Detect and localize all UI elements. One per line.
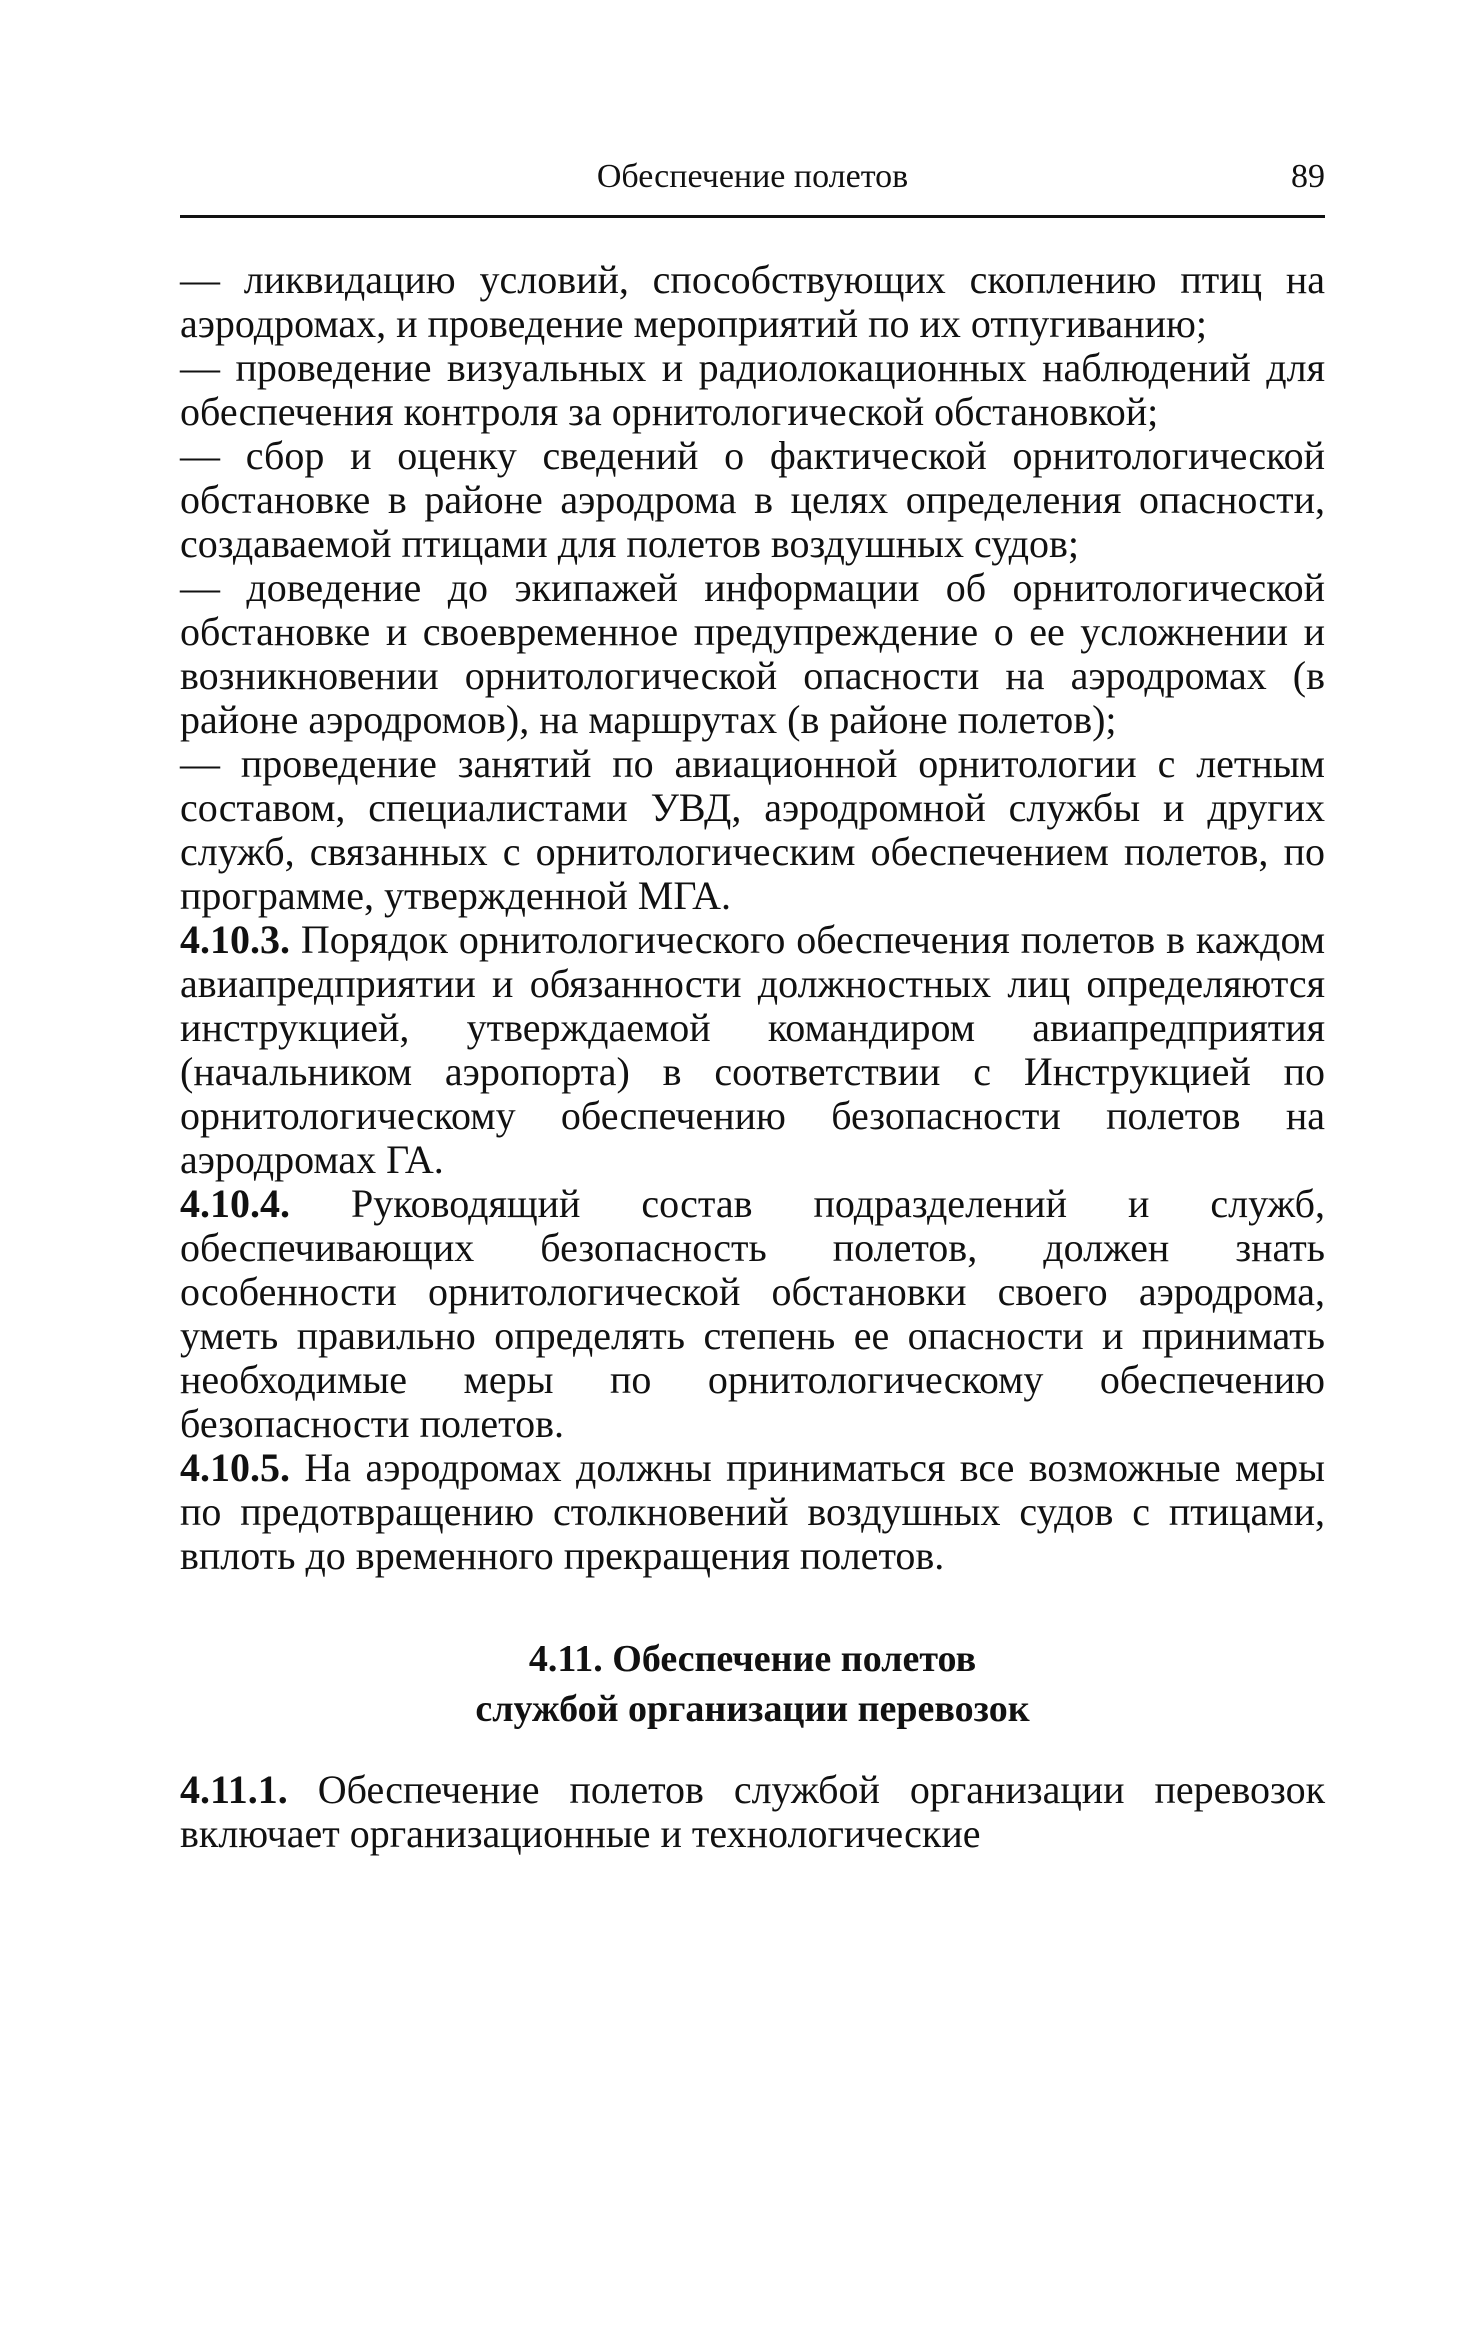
clause-number: 4.11.1. <box>180 1767 288 1812</box>
header-rule <box>180 215 1325 218</box>
bullet-item: — сбор и оценку сведений о фактической орнитологической обстановке в районе аэродрома в целях определения опасности, создаваемой птицами для полетов воздушных судов; <box>180 433 1325 566</box>
running-title: Обеспечение полетов <box>596 158 909 195</box>
section-heading-line: 4.11. Обеспечение полетов <box>528 1638 977 1680</box>
running-header <box>180 150 1325 210</box>
section-heading <box>180 1634 1325 1734</box>
clause-number: 4.10.3. <box>180 917 290 962</box>
clause-number: 4.10.4. <box>180 1181 290 1226</box>
bullet-item: — проведение занятий по авиационной орнитологии с летным составом, специалистами УВД, аэродромной службы и других служб, связанных с орнитологическим обеспечением полетов, по программе, утвержденной МГА. <box>180 741 1325 918</box>
bullet-item: — ликвидацию условий, способствующих скоплению птиц на аэродромах, и проведение мероприятий по их отпугиванию; <box>180 257 1325 346</box>
page-number: 89 <box>1291 158 1325 195</box>
bullet-item: — доведение до экипажей информации об орнитологической обстановке и своевременное предупреждение о ее усложнении и возникновении орнитологической опасности на аэродромах (в районе аэродромов), на маршрутах (в районе полетов); <box>180 565 1325 742</box>
clause-paragraph <box>180 1446 1325 1578</box>
clause-number: 4.10.5. <box>180 1445 290 1490</box>
clause-paragraph <box>180 1182 1325 1446</box>
clause-paragraph <box>180 1768 1325 1856</box>
bullet-item: — проведение визуальных и радиолокационных наблюдений для обеспечения контроля за орнитологической обстановкой; <box>180 345 1325 434</box>
clause-text: На аэродромах должны приниматься все возможные меры по предотвращению столкновений воздушных судов с птицами, вплоть до временного прекращения полетов. <box>180 1445 1325 1578</box>
clause-text: Руководящий состав подразделений и служб, обеспечивающих безопасность полетов, должен знать особенности орнитологической обстановки своего аэродрома, уметь правильно определять степень ее опасности и принимать необходимые меры по орнитологическому обеспечению безопасности полетов. <box>180 1181 1326 1446</box>
section-heading-line: службой организации перевозок <box>475 1688 1030 1730</box>
clause-text: Порядок орнитологического обеспечения полетов в каждом авиапредприятии и обязанности должностных лиц определяются инструкцией, утверждаемой командиром авиапредприятия (начальником аэропорта) в соответствии с Инструкцией по орнитологическому обеспечению безопасности полетов на аэродромах ГА. <box>180 917 1326 1182</box>
clause-paragraph <box>180 918 1325 1182</box>
clause-text: Обеспечение полетов службой организации перевозок включает организационные и технологические <box>180 1767 1326 1856</box>
page-body <box>180 258 1325 1856</box>
